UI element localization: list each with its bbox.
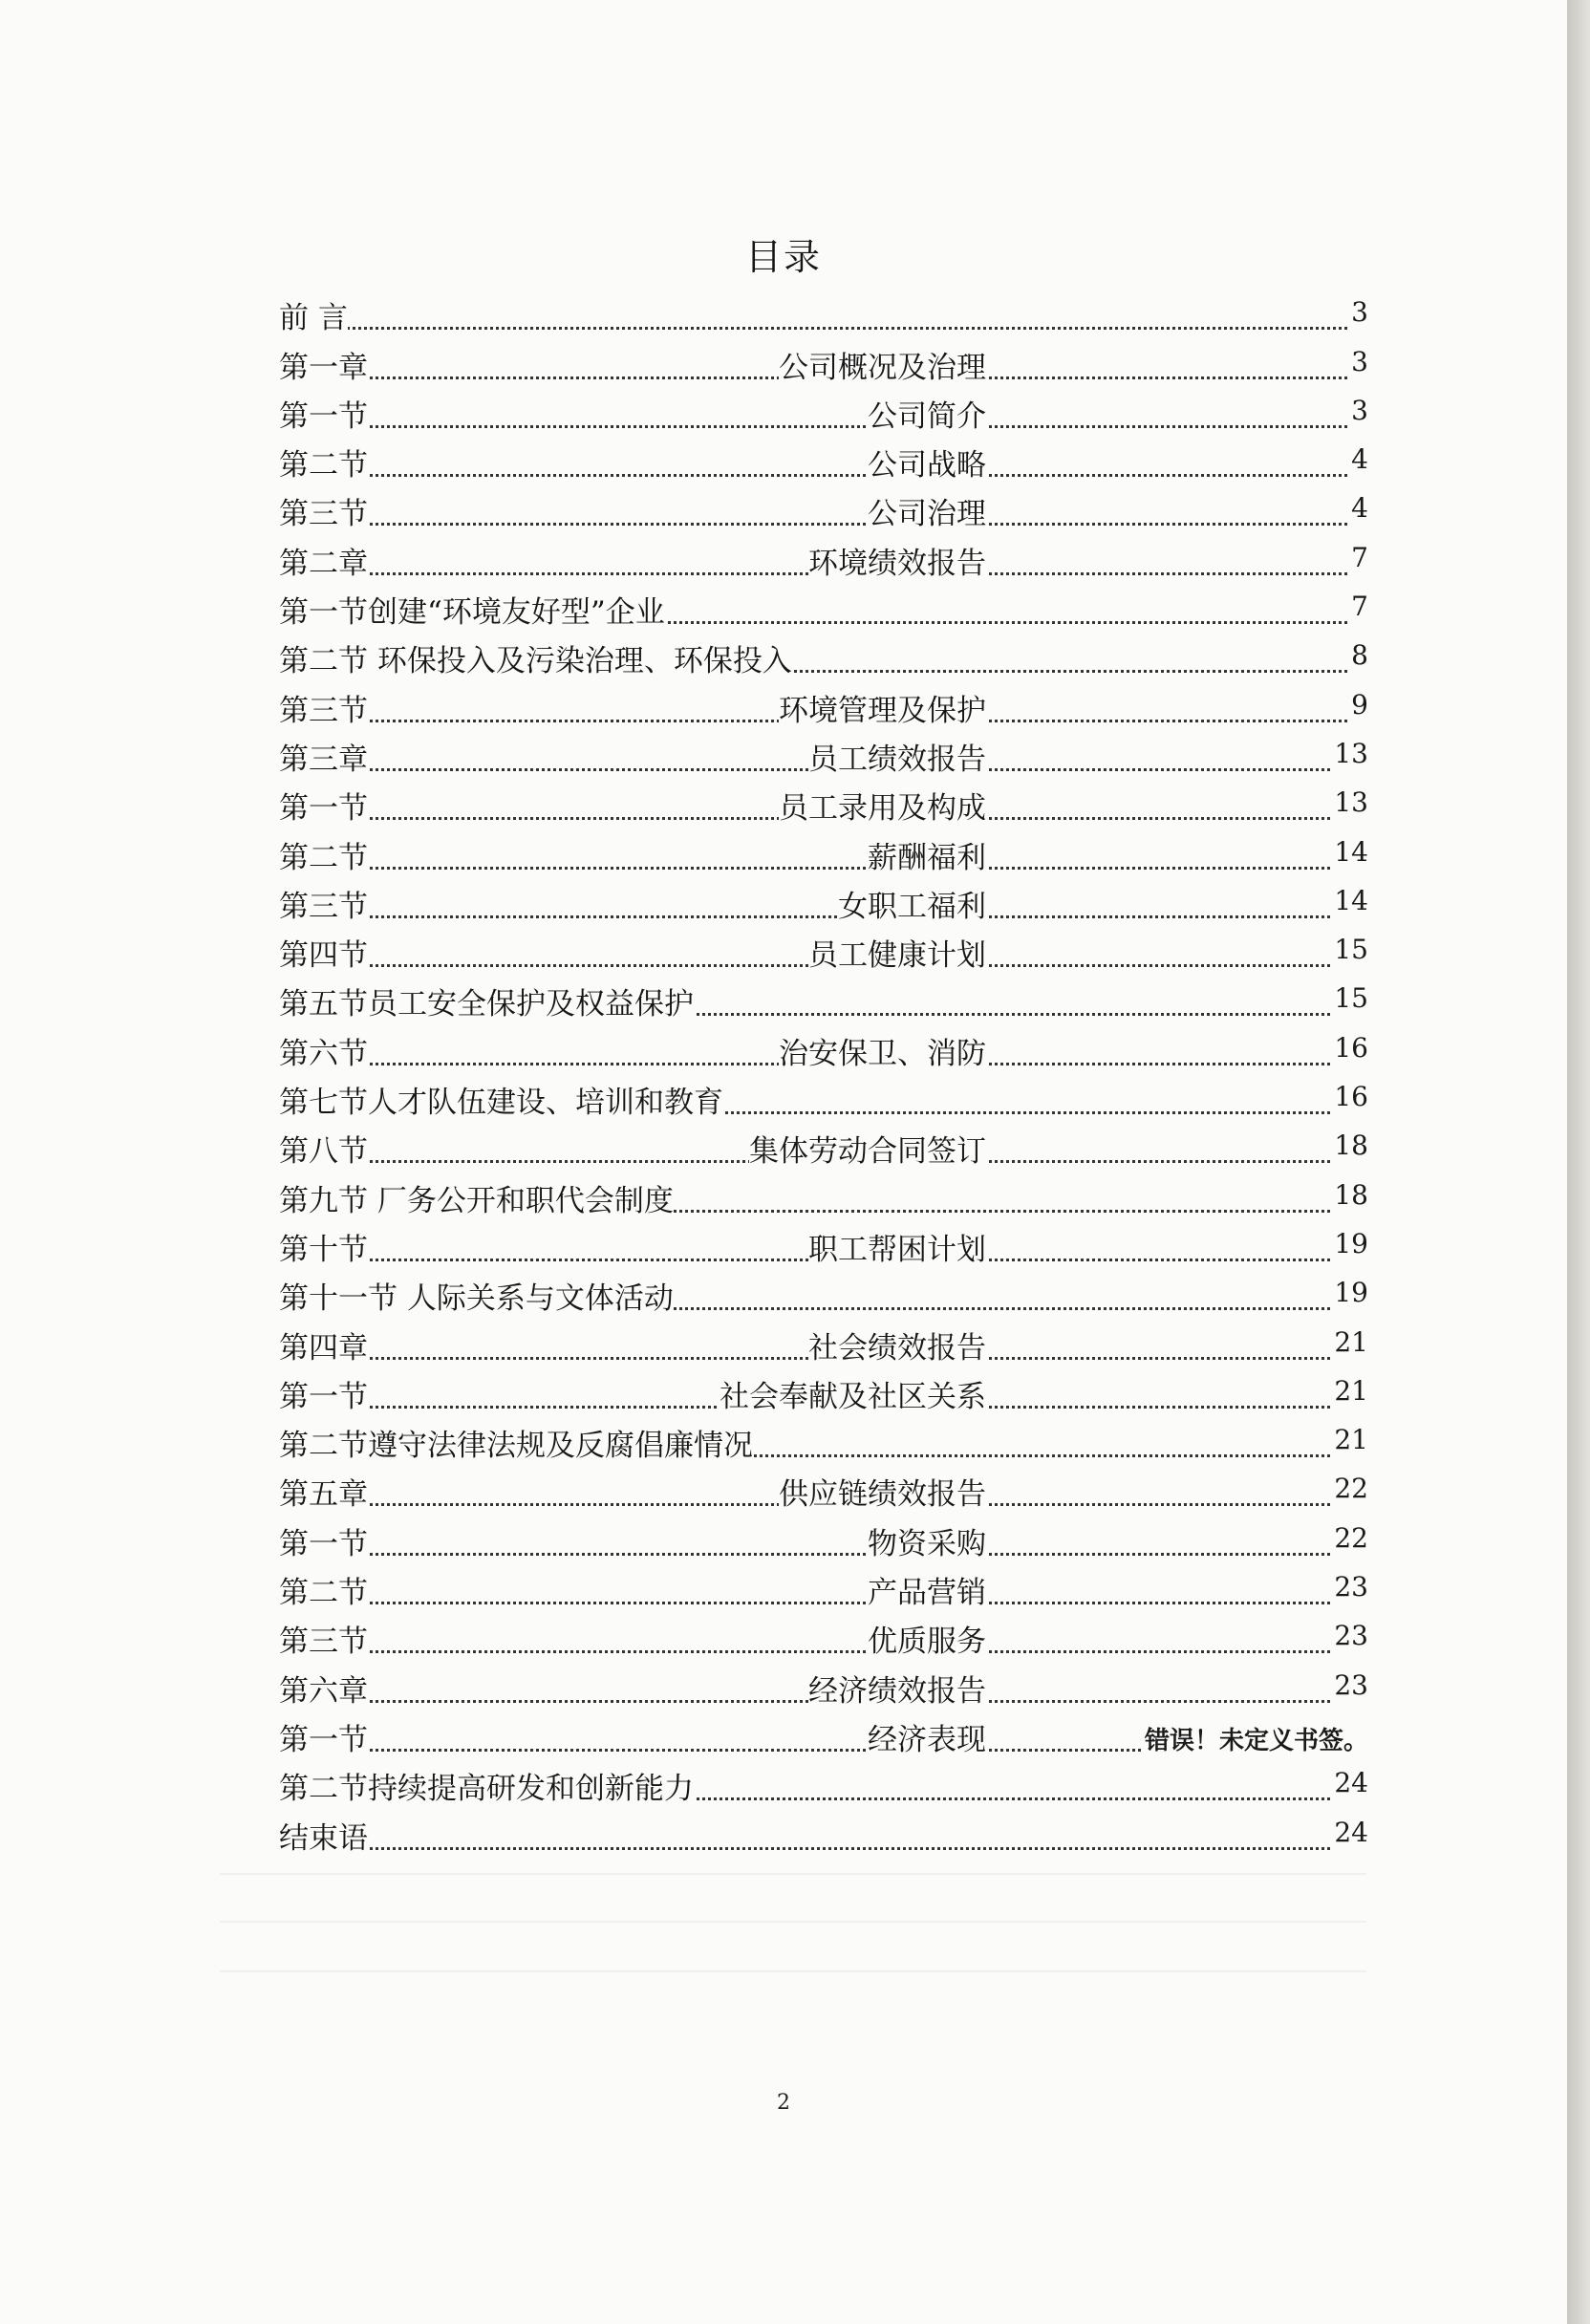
toc-entry-label: 第一节创建“环境友好型”企业 xyxy=(279,595,665,631)
toc-entry[interactable] xyxy=(279,1757,1368,1806)
toc-entry[interactable] xyxy=(279,1659,1368,1708)
toc-entry-label: 第二节 环保投入及污染治理、环保投入 xyxy=(279,644,792,679)
toc-entry-heading: 公司战略 xyxy=(868,448,986,484)
toc-entry-heading: 供应链绩效报告 xyxy=(779,1477,986,1513)
toc-dot-leader xyxy=(279,1553,1330,1556)
toc-entry-label: 第一章 xyxy=(279,350,368,385)
bleed-through-line xyxy=(220,1921,1366,1923)
toc-entry-label: 第二节持续提高研发和创新能力 xyxy=(279,1772,694,1807)
toc-entry-label-group xyxy=(279,1330,368,1366)
toc-entry[interactable] xyxy=(279,434,1368,483)
toc-entry-label: 第五章 xyxy=(279,1477,368,1513)
toc-title: 目录 xyxy=(744,236,822,278)
table-of-contents xyxy=(279,287,1368,1856)
toc-entry-label-group xyxy=(279,1379,368,1414)
toc-entry-label-group xyxy=(279,1429,753,1464)
toc-entry-heading: 社会奉献及社区关系 xyxy=(720,1379,986,1414)
toc-entry-heading: 集体劳动合同签订 xyxy=(749,1134,986,1170)
toc-entry-label-group xyxy=(279,595,665,631)
toc-entry-label-group xyxy=(279,1232,368,1267)
toc-entry-label-group xyxy=(279,644,792,679)
toc-entry-heading: 经济表现 xyxy=(868,1722,986,1757)
toc-entry-page: 14 xyxy=(1334,884,1368,916)
toc-entry-label-group xyxy=(279,987,694,1022)
toc-dot-leader xyxy=(279,1650,1330,1653)
toc-entry[interactable] xyxy=(279,1709,1368,1757)
toc-entry-page: 23 xyxy=(1334,1620,1368,1652)
toc-entry-label: 结束语 xyxy=(279,1820,368,1856)
toc-entry[interactable] xyxy=(279,630,1368,678)
toc-entry[interactable] xyxy=(279,531,1368,580)
toc-dot-leader xyxy=(279,523,1347,526)
toc-entry-heading: 产品营销 xyxy=(868,1576,986,1611)
toc-entry-label: 第十一节 人际关系与文体活动 xyxy=(279,1281,674,1317)
toc-entry-heading: 治安保卫、消防 xyxy=(779,1036,986,1071)
toc-entry-label-group xyxy=(279,889,368,924)
toc-entry[interactable] xyxy=(279,973,1368,1022)
toc-entry-page: 22 xyxy=(1334,1521,1368,1554)
toc-entry-label: 前 言 xyxy=(279,301,348,336)
toc-entry[interactable] xyxy=(279,1120,1368,1169)
toc-entry-label: 第四节 xyxy=(279,938,368,974)
toc-entry-label: 第三节 xyxy=(279,889,368,924)
toc-entry-label-group xyxy=(279,742,368,777)
toc-entry-label: 第四章 xyxy=(279,1330,368,1366)
toc-entry-label: 第一节 xyxy=(279,398,368,434)
toc-entry-label-group xyxy=(279,1576,368,1611)
toc-entry[interactable] xyxy=(279,581,1368,630)
toc-entry-page: 18 xyxy=(1334,1178,1368,1211)
toc-entry[interactable] xyxy=(279,1512,1368,1560)
toc-entry-page: 21 xyxy=(1334,1325,1368,1358)
toc-dot-leader xyxy=(279,474,1347,477)
bleed-through-line xyxy=(220,1970,1366,1972)
toc-entry[interactable] xyxy=(279,1610,1368,1659)
toc-entry[interactable] xyxy=(279,826,1368,874)
toc-entry-heading: 环境绩效报告 xyxy=(808,546,986,581)
toc-dot-leader xyxy=(279,867,1330,870)
toc-entry-page: 3 xyxy=(1351,345,1368,377)
toc-entry-label: 第八节 xyxy=(279,1134,368,1170)
toc-entry-page: 21 xyxy=(1334,1374,1368,1407)
toc-entry-label-group xyxy=(279,1183,674,1218)
toc-entry-label-group xyxy=(279,1820,368,1856)
toc-entry-label-group xyxy=(279,301,348,336)
toc-entry-page: 13 xyxy=(1334,786,1368,819)
toc-entry-label: 第二节 xyxy=(279,840,368,875)
toc-entry-label: 第一节 xyxy=(279,1379,368,1414)
toc-entry-label-group xyxy=(279,1134,368,1170)
toc-entry-page: 23 xyxy=(1334,1668,1368,1701)
toc-entry-label-group xyxy=(279,693,368,728)
toc-entry-label: 第二节 xyxy=(279,448,368,484)
toc-entry-label-group xyxy=(279,350,368,385)
toc-entry-label-group xyxy=(279,1477,368,1513)
toc-entry[interactable] xyxy=(279,1806,1368,1855)
toc-entry-page: 9 xyxy=(1351,688,1368,721)
toc-dot-leader xyxy=(279,1357,1330,1360)
toc-entry-label-group xyxy=(279,448,368,484)
toc-entry-label-group xyxy=(279,1281,674,1317)
toc-entry-page: 13 xyxy=(1334,737,1368,769)
toc-entry-label-group xyxy=(279,938,368,974)
toc-entry-heading: 公司治理 xyxy=(868,497,986,532)
toc-entry[interactable] xyxy=(279,1022,1368,1070)
toc-dot-leader xyxy=(279,1259,1330,1261)
toc-entry[interactable] xyxy=(279,335,1368,384)
toc-entry-heading: 员工健康计划 xyxy=(808,938,986,974)
toc-entry-heading: 员工绩效报告 xyxy=(808,742,986,777)
toc-entry-heading: 经济绩效报告 xyxy=(808,1673,986,1709)
toc-entry-heading: 社会绩效报告 xyxy=(808,1330,986,1366)
toc-entry[interactable] xyxy=(279,385,1368,434)
toc-entry[interactable] xyxy=(279,678,1368,727)
toc-dot-leader xyxy=(279,327,1347,330)
toc-entry-page: 22 xyxy=(1334,1473,1368,1505)
toc-entry-page: 15 xyxy=(1334,934,1368,966)
toc-entry-heading: 职工帮困计划 xyxy=(808,1232,986,1267)
toc-entry[interactable] xyxy=(279,875,1368,924)
toc-entry-page: 23 xyxy=(1334,1571,1368,1603)
toc-entry-label: 第六章 xyxy=(279,1673,368,1709)
toc-entry[interactable] xyxy=(279,287,1368,335)
toc-entry-label-group xyxy=(279,1526,368,1561)
toc-entry-label: 第一节 xyxy=(279,1722,368,1757)
toc-entry[interactable] xyxy=(279,728,1368,777)
toc-entry-label: 第一节 xyxy=(279,791,368,827)
toc-entry-label-group xyxy=(279,1036,368,1071)
toc-entry-page: 15 xyxy=(1334,982,1368,1015)
toc-entry-label: 第二节 xyxy=(279,1576,368,1611)
toc-entry[interactable] xyxy=(279,1218,1368,1267)
toc-entry[interactable] xyxy=(279,777,1368,826)
toc-dot-leader xyxy=(279,1700,1330,1703)
toc-entry[interactable] xyxy=(279,1071,1368,1120)
toc-entry[interactable] xyxy=(279,483,1368,531)
toc-dot-leader xyxy=(279,1847,1330,1850)
toc-entry-label: 第七节人才队伍建设、培训和教育 xyxy=(279,1086,723,1121)
toc-entry[interactable] xyxy=(279,1463,1368,1512)
page-edge xyxy=(1567,0,1590,2324)
toc-entry[interactable] xyxy=(279,1561,1368,1610)
toc-entry-page: 4 xyxy=(1351,443,1368,476)
toc-entry-label: 第三节 xyxy=(279,693,368,728)
toc-entry-label-group xyxy=(279,791,368,827)
toc-entry-label: 第九节 厂务公开和职代会制度 xyxy=(279,1183,674,1218)
toc-entry-page: 7 xyxy=(1351,541,1368,573)
toc-entry[interactable] xyxy=(279,1414,1368,1463)
page-number: 2 xyxy=(777,2091,790,2115)
toc-entry-heading: 优质服务 xyxy=(868,1625,986,1660)
toc-entry-heading: 员工录用及构成 xyxy=(779,791,986,827)
toc-entry-label-group xyxy=(279,398,368,434)
toc-entry-label-group xyxy=(279,1772,694,1807)
toc-entry-heading: 公司简介 xyxy=(868,398,986,434)
toc-entry-page: 8 xyxy=(1351,639,1368,672)
toc-entry-label-group xyxy=(279,1625,368,1660)
toc-entry-heading: 薪酬福利 xyxy=(868,840,986,875)
toc-entry-label: 第六节 xyxy=(279,1036,368,1071)
toc-entry-page: 错误！未定义书签。 xyxy=(1144,1726,1368,1755)
toc-entry-page: 24 xyxy=(1334,1767,1368,1799)
toc-entry-heading: 女职工福利 xyxy=(838,889,986,924)
toc-entry-label-group xyxy=(279,840,368,875)
toc-entry-page: 19 xyxy=(1334,1277,1368,1309)
toc-dot-leader xyxy=(279,1749,1141,1752)
toc-entry-label-group xyxy=(279,1086,723,1121)
toc-entry-label: 第十节 xyxy=(279,1232,368,1267)
bleed-through-line xyxy=(220,1873,1366,1875)
toc-entry-page: 3 xyxy=(1351,296,1368,329)
toc-entry[interactable] xyxy=(279,1366,1368,1414)
toc-entry[interactable] xyxy=(279,1169,1368,1217)
toc-entry-heading: 公司概况及治理 xyxy=(779,350,986,385)
toc-entry-page: 21 xyxy=(1334,1424,1368,1456)
toc-entry-label-group xyxy=(279,497,368,532)
toc-dot-leader xyxy=(279,964,1330,967)
toc-entry-label-group xyxy=(279,1722,368,1757)
toc-entry-label: 第五节员工安全保护及权益保护 xyxy=(279,987,694,1022)
toc-entry-label-group xyxy=(279,1673,368,1709)
toc-entry-label: 第二章 xyxy=(279,546,368,581)
toc-dot-leader xyxy=(279,425,1347,428)
toc-entry-page: 3 xyxy=(1351,394,1368,426)
toc-entry-label: 第三节 xyxy=(279,497,368,532)
toc-entry-page: 24 xyxy=(1334,1816,1368,1848)
toc-entry-label: 第三章 xyxy=(279,742,368,777)
toc-entry-page: 16 xyxy=(1334,1031,1368,1064)
toc-entry-label: 第三节 xyxy=(279,1625,368,1660)
toc-dot-leader xyxy=(279,1602,1330,1604)
toc-entry[interactable] xyxy=(279,924,1368,973)
toc-dot-leader xyxy=(279,768,1330,771)
toc-entry[interactable] xyxy=(279,1267,1368,1316)
toc-entry-page: 16 xyxy=(1334,1081,1368,1113)
toc-entry-label: 第二节遵守法律法规及反腐倡廉情况 xyxy=(279,1429,753,1464)
toc-entry[interactable] xyxy=(279,1316,1368,1365)
toc-entry-page: 4 xyxy=(1351,492,1368,525)
toc-entry-heading: 环境管理及保护 xyxy=(779,693,986,728)
toc-dot-leader xyxy=(279,915,1330,918)
toc-entry-page: 19 xyxy=(1334,1227,1368,1259)
toc-entry-label: 第一节 xyxy=(279,1526,368,1561)
toc-entry-label-group xyxy=(279,546,368,581)
toc-entry-page: 18 xyxy=(1334,1130,1368,1162)
toc-entry-page: 14 xyxy=(1334,835,1368,868)
toc-entry-heading: 物资采购 xyxy=(868,1526,986,1561)
toc-entry-page: 7 xyxy=(1351,591,1368,623)
